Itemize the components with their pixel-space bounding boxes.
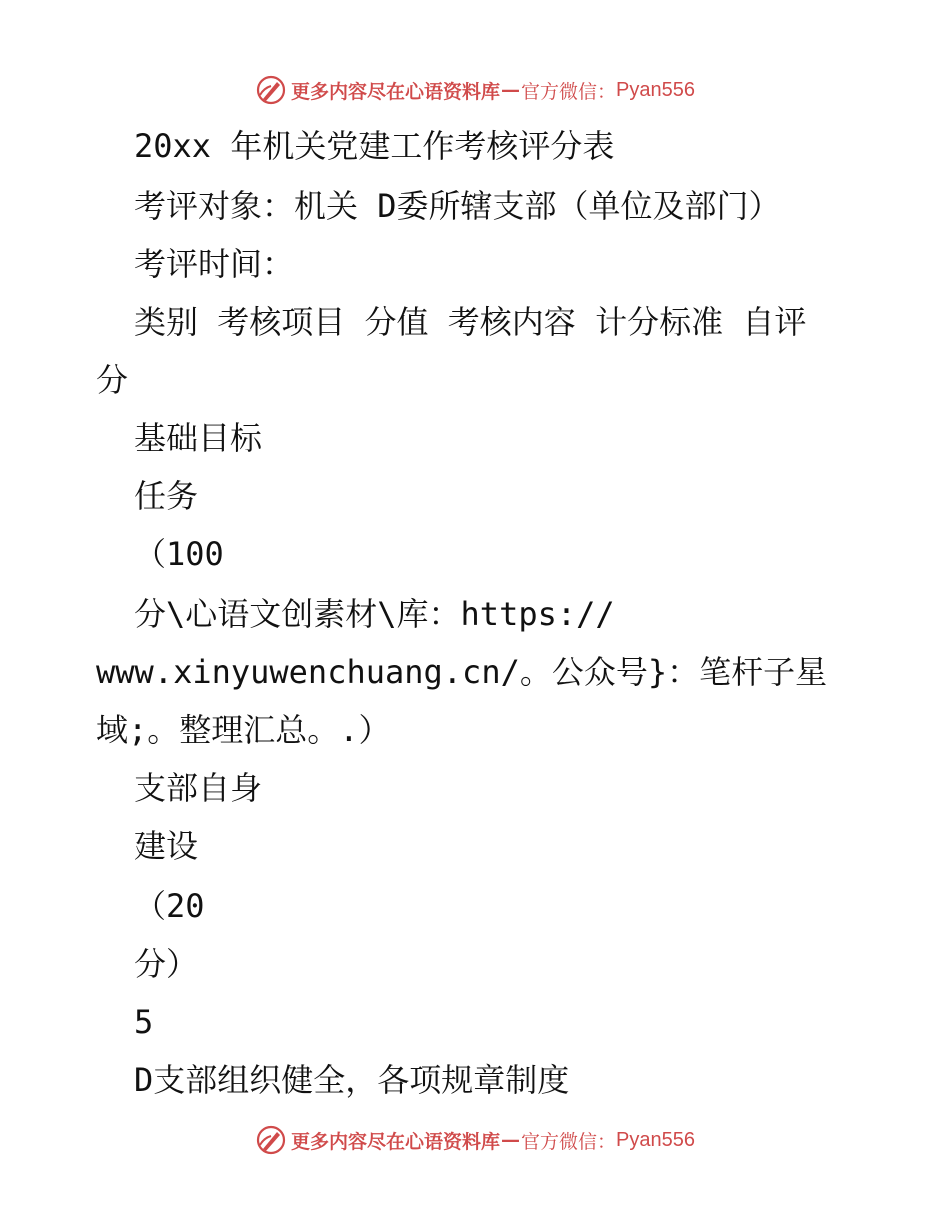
banner-wechat-id: Pyan556	[616, 78, 695, 101]
text-line: 分）	[134, 945, 199, 983]
text-line: 5	[134, 1003, 154, 1041]
banner-official: 官方微信：	[521, 1130, 617, 1153]
text-line: www.xinyuwenchuang.cn/。公众号}：笔杆子星	[96, 653, 828, 691]
banner-wechat-id: Pyan556	[616, 1128, 695, 1151]
text-line: （20	[134, 887, 205, 925]
footer-banner	[0, 1120, 950, 1160]
text-line: 分\心语文创素材\库：https://	[134, 595, 615, 633]
text-line: D支部组织健全，各项规章制度	[134, 1061, 570, 1099]
header-banner	[0, 70, 950, 110]
text-line: 分	[96, 361, 129, 399]
banner-text: 更多内容尽在心语资料库	[291, 1130, 501, 1153]
quill-pen-icon	[255, 74, 287, 106]
text-line: 基础目标	[134, 419, 263, 457]
text-line: 支部自身	[134, 769, 263, 807]
text-line: （100	[134, 535, 224, 573]
banner-text: 更多内容尽在心语资料库	[291, 80, 501, 103]
text-line: 域;。整理汇总。.）	[96, 711, 391, 749]
text-line: 建设	[134, 827, 199, 865]
document-title: 20xx 年机关党建工作考核评分表	[134, 127, 615, 165]
banner-official: 官方微信：	[521, 80, 617, 103]
quill-pen-icon	[255, 1124, 287, 1156]
banner-dash: —	[501, 79, 521, 101]
text-line: 考评时间：	[134, 245, 295, 283]
text-line: 考评对象：机关 D委所辖支部（单位及部门）	[134, 187, 781, 225]
text-line: 任务	[134, 477, 199, 515]
banner-dash: —	[501, 1129, 521, 1151]
text-line: 类别 考核项目 分值 考核内容 计分标准 自评	[134, 303, 807, 341]
